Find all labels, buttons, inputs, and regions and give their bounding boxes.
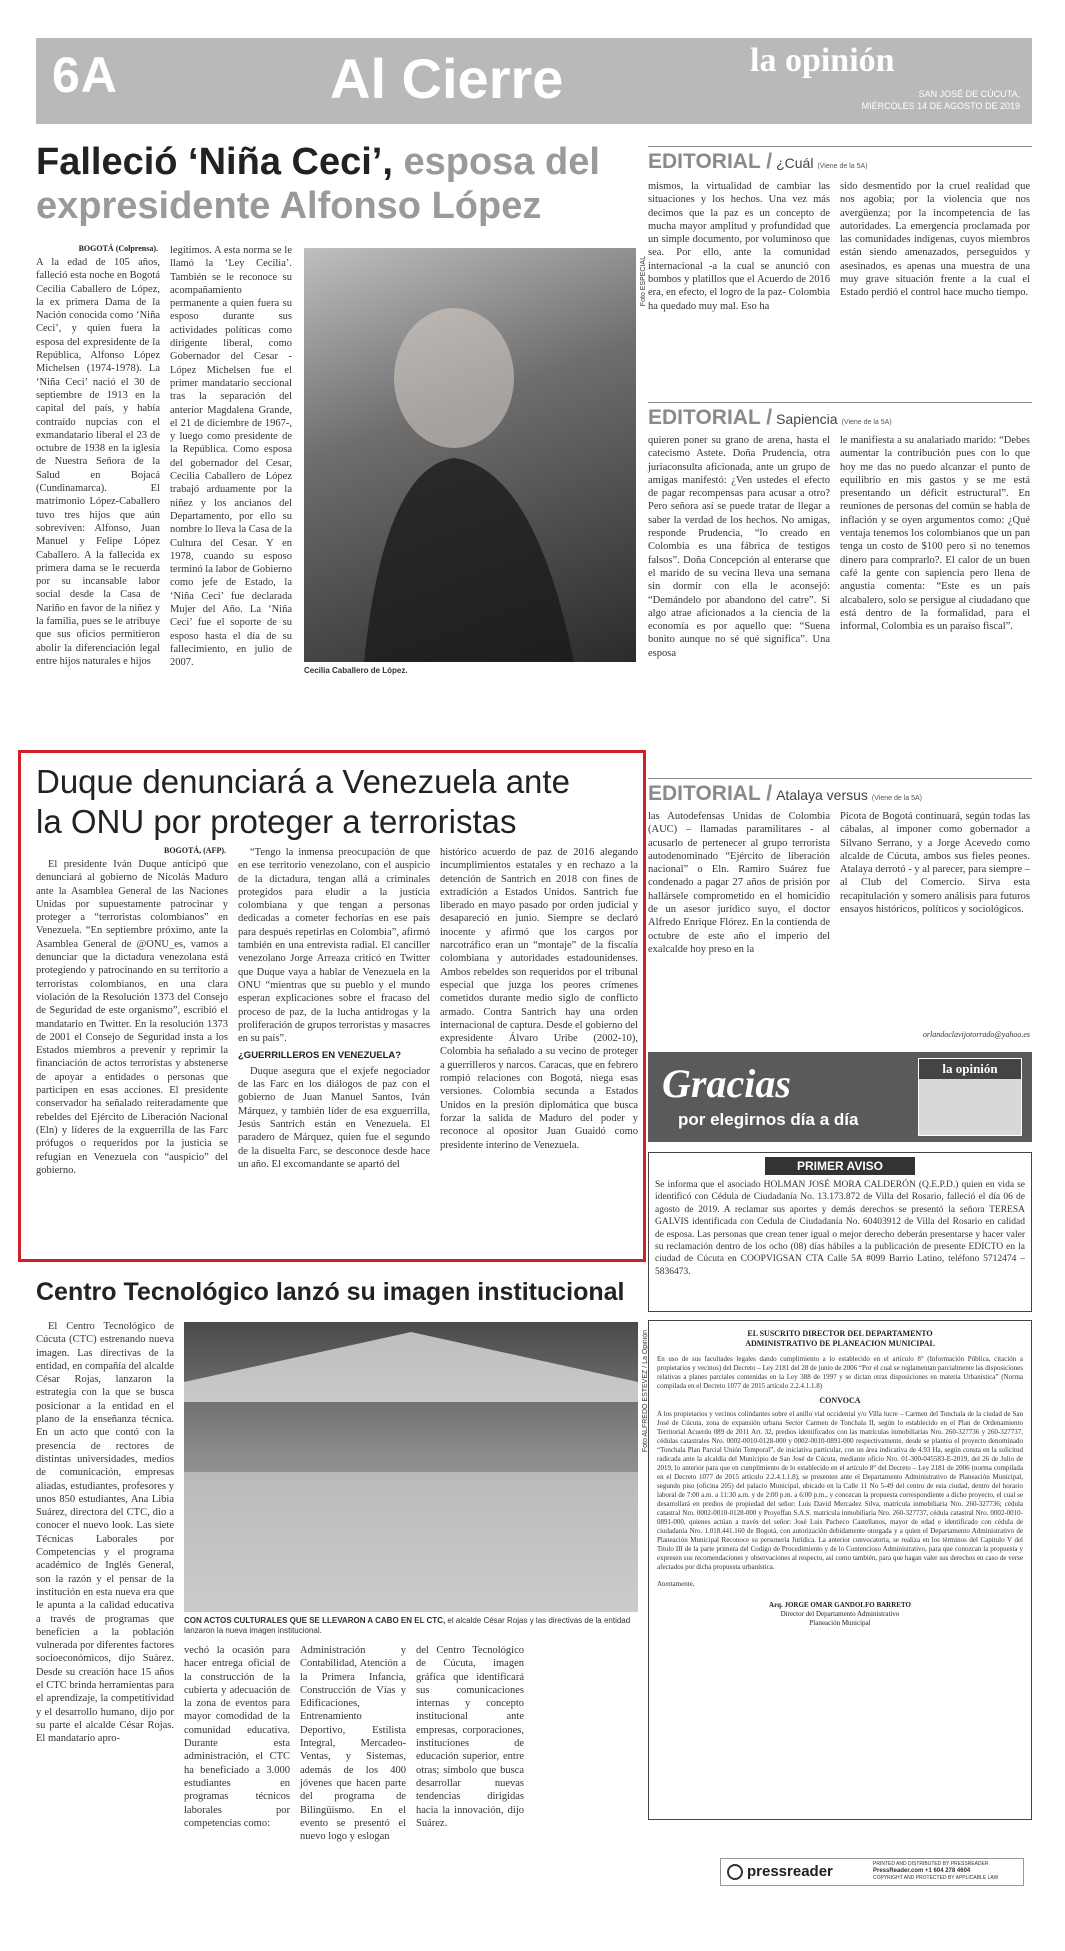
editorial3-ref: (Viene de la 5A) xyxy=(871,795,922,802)
editorial2-ref: (Viene de la 5A) xyxy=(841,419,892,426)
planeacion-notice-signature xyxy=(657,1601,1023,1628)
primer-aviso-box xyxy=(648,1152,1032,1312)
article3-caption-rest: el alcalde César Rojas y las directivas de la entidad lanzaron la nueva imagen institucional. xyxy=(184,1616,631,1635)
editorial3-col2 xyxy=(840,810,1030,1028)
article3-col3-text: Administración y Contabilidad, Atención a la Primera Infancia, Construcción de Vías y Edificaciones, Entrenamiento Deportivo, Estilista Integral, Mercadeo-Ventas, y Sistemas, además de los 400 jóvenes que hacen parte del programa de Bilingüismo. En el evento se presentó el nuevo logo y eslogan xyxy=(300,1645,406,1843)
article1-caption: Cecilia Caballero de López. xyxy=(304,666,408,675)
article3-col3 xyxy=(300,1644,406,1843)
article1-photo-credit: Foto ESPECIAL xyxy=(640,256,647,307)
editorial1-rule xyxy=(648,146,1032,147)
article2-byline: BOGOTÁ, (AFP). xyxy=(164,846,226,855)
article1-headline xyxy=(36,140,636,228)
gracias-ad-line2: por elegirnos día a día xyxy=(678,1110,859,1129)
article3-col1 xyxy=(36,1320,174,1808)
article2-col1 xyxy=(36,858,228,1254)
article2-subhead: ¿GUERRILLEROS EN VENEZUELA? xyxy=(238,1050,402,1062)
pressreader-phone: PressReader.com +1 604 278 4604 xyxy=(873,1868,971,1874)
planeacion-notice-signer: Arq. JORGE OMAR GANDOLFO BARRETO xyxy=(769,1601,911,1609)
article2-headline-line1: Duque denunciará a Venezuela ante xyxy=(36,763,570,800)
article1-col1-text: A la edad de 105 años, falleció esta noche en Bogotá Cecilia Caballero de López, la ex primera Dama de la Nación conocida como ‘Niña Ceci’, y quien fuera la esposa del expresidente de la República, Alfonso López Michelsen (1974-1978). La ‘Niña Ceci’ nació el 30 de septiembre de 1913 en la capital del país, y había contraído nupcias con el exmandatario liberal el 23 de octubre de 1938 en la iglesia de Nuestra Señora de la Salud en Bojacá (Cundinamarca). El matrimonio López-Caballero tuvo tres hijos que aún sobreviven: Alfonso, Juan Manuel y Felipe López Caballero. A la fallecida ex primera dama se le recuerda por su incansable labor social desde la Casa de Nariño en favor de la niñez y la familia, pues se le atribuye que sus oficios permitieron abolir la diferenciación legal entre hijos naturales e hijos xyxy=(36,257,160,667)
pressreader-printed: PRINTED AND DISTRIBUTED BY PRESSREADER xyxy=(873,1861,989,1867)
article3-caption-bold: CON ACTOS CULTURALES QUE SE LLEVARON A CABO EN EL CTC, xyxy=(184,1616,446,1625)
event-crowd-icon xyxy=(184,1322,638,1612)
portrait-photo xyxy=(304,248,636,662)
dateline-city: SAN JOSÉ DE CÚCUTA, xyxy=(918,89,1020,99)
article3-col1-text: El Centro Tecnológico de Cúcuta (CTC) estrenando nueva imagen. Las directivas de la entidad, en compañía del alcalde César Rojas, lanzaron la estrategia con la que se busca posicionar a la entidad en el plano de la enseñanza técnica. En un acto que contó con la presencia de rectores de distintas universidades, medios de comunicación, empresas aliadas, estudiantes, profesores y unos 850 estudiantes, Ana Libia Suárez, directora del CTC, dio a conocer el nuevo look. Las siete Técnicas Laborales por Competencias y el programa académico de Inglés General, son la razón y el pensar de la institución en esta nueva era que le apunta a la calidad educativa a través de programas que beneficien a la población vulnerada por diferentes factores socioeconómicos, dijo Suárez. Desde su creación hace 15 años el CTC brinda herramientas para el aprendizaje, la competitividad y el desarrollo humano, dijo por su parte el alcalde César Rojas. El mandatario apro- xyxy=(36,1321,174,1745)
editorial2-col2-text: le manifiesta a su analariado marido: “Debes aumentar la contribución pues con lo que hoy me das no puedo alcanzar el punto de equilibrio en mis gastos y se me está presentando un déficit estructural”. En reuniones de personas del común se habla de inflación y se oyen argumentos como: ¿Qué ventaja tenemos los colombianos que un pan tenga un costo de $100 pero si no tenemos dinero para comprarlo?. El calor de un buen café la gente con sapiencia pero llena de angustia comenta: “Este es un país alcabalero, solo se persigue al ciudadano que está dentro de la formalidad, para el informal, Colombia es un paraíso fiscal”. xyxy=(840,435,1030,633)
article2-col3-text: histórico acuerdo de paz de 2016 alegando incumplimientos estatales y en rechazo a la detención de Santrich en 2018 con fines de extradición a Estados Unidos. Santrich fue liberado en mayo pasado por orden judicial y desapareció en junio. Siempre se declaró inocente y afirmó que los cargos por narcotráfico eran un “montaje” de la fiscalía colombiana y autoridades estadounidenses. Ambos rebeldes son requeridos por el tribunal especial que juzga los peores crímenes cometidos durante medio siglo de conflicto armado. Contra Santrich hay una orden internacional de captura. Desde el gobierno del expresidente Álvaro Uribe (2002-10), Colombia ha señalado a su vecino de proteger a guerrilleros y narcos. Caracas, que en febrero rompió relaciones con Bogotá, niega esas versiones. Colombia secunda a Estados Unidos en la presión diplomática que busca forzar la salida de Maduro del poder y reconoce al opositor Juan Guaidó como presidente interino de Venezuela. xyxy=(440,847,638,1151)
editorial1-label: EDITORIAL / xyxy=(648,150,773,173)
editorial1-col1 xyxy=(648,180,830,398)
article1-byline: BOGOTÁ (Colprensa). xyxy=(78,244,158,253)
page-number: 6A xyxy=(52,47,118,103)
article3-col2 xyxy=(184,1644,290,1829)
editorial1-title: ¿Cuál xyxy=(776,155,814,171)
planeacion-notice-signer-title-1: Director del Departamento Administrativo xyxy=(780,1610,900,1618)
editorial1-col2 xyxy=(840,180,1030,398)
article3-col4-text: del Centro Tecnológico de Cúcuta, imagen gráfica que identificará sus comunicaciones internas y concepto institucional ante empresas, corporaciones, instituciones de educación superior, entre otras; símbolo que busca desarrollar nuevas tendencias dirigidas hacia la innovación, dijo Suárez. xyxy=(416,1645,524,1829)
planeacion-notice-title-1: EL SUSCRITO DIRECTOR DEL DEPARTAMENTO xyxy=(747,1329,933,1338)
dateline-date: MIÉRCOLES 14 DE AGOSTO DE 2019 xyxy=(861,101,1020,111)
editorial3-col1 xyxy=(648,810,830,1042)
pressreader-info xyxy=(873,1861,998,1882)
editorial3-label: EDITORIAL / xyxy=(648,782,773,805)
primer-aviso-text: Se informa que el asociado HOLMAN JOSÉ MORA CALDERÓN (Q.E.P.D.) quien en vida se identificó con Cédula de Ciudadanía No. 13.173.872 de Villa del Rosario, falleció el día 06 de agosto de 2019. A reclamar sus aportes y demás derechos se presentó la señora TERESA GALVIS identificada con Cedula de Ciudadanía No. 60403912 de Villa del Rosario en calidad de esposa. Las personas que crean tener igual o mejor derecho deberán presentarse y hacer valer su reclamación dentro de los ocho (08) días hábiles a la publicación de presente EDICTO en la ciudad de Cúcuta en COOPVIGSAN CTA Calle 5A #099 Barrio Latino, teléfono 5712474 –5836473. xyxy=(655,1180,1025,1277)
editorial2-heading xyxy=(648,406,1032,430)
article2-col2b-text: Duque asegura que el exjefe negociador de las Farc en los diálogos de paz con el gobierno de Juan Manuel Santos, Iván Márquez, y también líder de esa exguerrilla, Jesús Santrich están en Venezuela. El paradero de Márquez, quien fue el segundo de la disuelta Farc, se desconoce desde hace un año. El excomandante se apartó del xyxy=(238,1065,430,1170)
pressreader-wordmark: pressreader xyxy=(747,1863,833,1880)
planeacion-notice xyxy=(648,1320,1032,1820)
pressreader-logo-icon xyxy=(727,1864,743,1880)
editorial3-heading xyxy=(648,782,1032,806)
article2-col3 xyxy=(440,846,638,1254)
article3-col2-text: vechó la ocasión para hacer entrega oficial de la construcción de la cubierta y adecuación de la zona de eventos para mayor comodidad de la comunidad educativa. Durante esta administración, el CTC ha beneficiado a 3.000 estudiantes en programas técnicos laborales por competencias como: xyxy=(184,1645,290,1829)
primer-aviso-title: PRIMER AVISO xyxy=(765,1157,915,1175)
dateline xyxy=(820,88,1020,112)
newspaper-thumbnail xyxy=(918,1058,1022,1136)
editorial2-label: EDITORIAL / xyxy=(648,406,773,429)
planeacion-notice-title xyxy=(657,1329,1023,1349)
planeacion-notice-convoca: CONVOCA xyxy=(819,1396,861,1405)
gracias-ad xyxy=(648,1052,1032,1142)
pressreader-footer xyxy=(720,1858,1024,1886)
article2-col2a-text: “Tengo la inmensa preocupación de que en ese territorio venezolano, con el auspicio de la dictadura, tengan allá a criminales protegidos para eludir a la justicia colombiana y que tengan a personas dedicadas a cometer fechorías en ese país para después repetirlas en Colombia”, afirmó también en una entrevista radial. El canciller venezolano Jorge Arreaza criticó en Twitter que Duque vaya a hablar de Venezuela en la ONU “mientras que su pueblo y el mundo esperan explicaciones sobre el fracaso del proceso de paz, de la lucha antidrogas y la proliferación de grupos terroristas y masacres en su país”. xyxy=(238,847,430,1045)
article1-col2-text: legítimos. A esta norma se le llamó la ‘Ley Cecilia’. También se le reconoce su acompañamiento permanente a quien fuera su esposo durante sus actividades políticas como dirigente liberal, como Gobernador del Cesar -López Michelsen fue el primer mandatario seccional tras la separación del anterior Magdalena Grande, el 21 de diciembre de 1967-, y luego como presidente de la República. Como esposa del gobernador del Cesar, Cecilia Caballero de López trabajó arduamente por la niñez y los ancianos del Departamento, por ello su nombre lo lleva la Casa de la Cultura del Cesar. Y en 1978, cuando su esposo terminó la labor de Gobierno como jefe de Estado, la ‘Niña Ceci’ fue declarada Mujer del Año. La ‘Niña Ceci’ fue el soporte de su esposo hasta el día de su fallecimiento, en julio de 2007. xyxy=(170,245,292,669)
editorial3-email: orlandoclavijotorrado@yahoo.es xyxy=(922,1030,1030,1039)
planeacion-notice-title-2: ADMINISTRATIVO DE PLANEACION MUNICIPAL xyxy=(745,1339,935,1348)
article3-caption xyxy=(184,1616,638,1636)
article2-col1-text: El presidente Iván Duque anticipó que denunciará al gobierno de Nicolás Maduro ante la Asamblea General de las Naciones Unidas por supuestamente patrocinar y proteger a “terroristas colombianos” en Venezuela. “En septiembre próximo, ante la Asamblea General de @ONU_es, vamos a denunciar que la dictadura venezolana está protegiendo y patrocinando en su territorio a terroristas colombianos, en una clara violación de la Resolución 1373 del Consejo de Seguridad de este organismo”, escribió el mandatario en Twitter. En la resolución 1373 de 2001 el Consejo de Seguridad insta a los Estados miembros a prevenir y reprimir la financiación de actos terroristas y abstenerse de apoyar a entidades o personas que participen en esas acciones. El presidente conservador ha señalado reiteradamente que rebeldes del Ejército de Liberación Nacional (Eln) y líderes de la exguerrilla de las Farc prófugos o requeridos por la justicia se refugian en Venezuela con “auspicio” del gobierno. xyxy=(36,859,228,1176)
editorial2-rule xyxy=(648,402,1032,403)
portrait-silhouette-icon xyxy=(304,248,636,662)
editorial1-ref: (Viene de la 5A) xyxy=(817,163,868,170)
editorial3-rule xyxy=(648,778,1032,779)
section-title: Al Cierre xyxy=(330,47,564,110)
editorial1-heading xyxy=(648,150,1032,174)
planeacion-notice-signer-title-2: Planeación Municipal xyxy=(809,1619,871,1627)
article3-headline: Centro Tecnológico lanzó su imagen institucional xyxy=(36,1278,625,1306)
event-photo xyxy=(184,1322,638,1612)
editorial3-title: Atalaya versus xyxy=(776,787,868,803)
pressreader-copyright: COPYRIGHT AND PROTECTED BY APPLICABLE LAW xyxy=(873,1875,999,1881)
editorial2-title: Sapiencia xyxy=(776,411,838,427)
planeacion-notice-intro: En uso de sus facultades legales dando cumplimiento a lo establecido en el artículo 8° (Información Pública, citación a propietarios y vecinos) del Decreto – Ley 2181 del 28 de junio de 2006 “Por el cual se reglamentan parcialmente las disposiciones relativas a planes parciales contenidas en la Ley 388 de 1997 y se dictan otras disposiciones en materia Urbanística” (Norma compilada en el Decreto 1077 de 2015 artículo 2.2.4.1.1.8) xyxy=(657,1355,1023,1390)
editorial2-col1-text: quieren poner su grano de arena, hasta el catecismo Astete. Doña Prudencia, otra juriaconsulta aficionada, ante un grupo de amigas manifestó: ¿Ven ustedes el efecto de pagar recompensas para acusar a otro? Pero señora así se puede tratar de llegar a saber la verdad de los hechos. No amigas, responde Prudencia, “lo creado en Colombia es una fábrica de testigos falsos”. Doña Concepción al enterarse que el marido de su vecina lleva una semana sin dormir con ella le aconsejó: “Demándelo por abandono del catre”. Si algo atrae aficionados a la ciencia de la economía es por aquello que: “Suena bonito aunque no sé qué significa”. Una esposa xyxy=(648,435,830,659)
editorial3-col1-text: las Autodefensas Unidas de Colombia (AUC) – llamadas paramilitares - al acusarlo de pertenecer al grupo terrorista autodenominado “Ejército de liberación nacional” o Eln. Ramiro Suárez fue condenado a pagar 27 años de prisión por hallársele comprometido en el homicidio de un asesor jurídico suyo, el doctor Alfredo Enrique Flórez. En la contienda de octubre de este año el imperio del exalcalde hoy preso en la xyxy=(648,811,830,955)
article1-col2 xyxy=(170,244,292,674)
article1-col1 xyxy=(36,256,160,674)
newspaper-logo: la opinión xyxy=(750,42,895,79)
gracias-ad-line1: Gracias xyxy=(662,1061,791,1106)
article1-headline-gray-1: esposa del xyxy=(392,141,600,183)
editorial2-col1 xyxy=(648,434,830,774)
article3-photo-credit: Foto ALFREDO ESTEVEZ / La Opinión xyxy=(642,1330,649,1453)
editorial1-col2-text: sido desmentido por la cruel realidad que nos agobia; por la violencia que nos avergüenza; por la incompetencia de las autoridades. La emergencia proclamada por las comunidades indígenas, cuyos miembros están siendo amenazados, perseguidos y asesinados, es apenas una muestra de una muy grave situación frente a la cual el Estado perdió el control hace mucho tiempo. xyxy=(840,181,1030,299)
newspaper-thumbnail-logo: la opinión xyxy=(919,1059,1021,1079)
article1-headline-dark: Falleció ‘Niña Ceci’, xyxy=(36,141,393,183)
article3-col4 xyxy=(416,1644,524,1829)
article1-headline-gray-2: expresidente Alfonso López xyxy=(36,185,542,227)
article2-col2 xyxy=(238,846,430,1254)
article2-headline xyxy=(36,762,636,842)
editorial2-col2 xyxy=(840,434,1030,774)
article2-headline-line2: la ONU por proteger a terroristas xyxy=(36,803,517,840)
editorial1-col1-text: mismos, la virtualidad de cambiar las situaciones y los hechos. Una vez más decimos que la paz es un concepto de mucha mayor amplitud y profundidad que un simple documento, por voluminoso que sea. Por ello, ante la comunidad internacional -a la cual se anunció con bombos y platillos que el Acuerdo de 2016 era, en efecto, el logro de la paz- Colombia ha quedado muy mal. Eso ha xyxy=(648,181,830,312)
planeacion-notice-closing: Atentamente, xyxy=(657,1580,695,1588)
planeacion-notice-body: A los propietarios y vecinos colindantes sobre el anillo vial occidental y/o Villa lucre – Carmen del Tonchala de la ciudad de San José de Cúcuta, zona de expansión urbana Sector Carmen de Tonchala II, según lo establecido en el Plan de Ordenamiento Territorial Acuerdo 089 de 2011 Art. 32, predios identificados con las matrículas inmobiliarias Nro. 260-327736 y 260-327737, cédulas catastrales Nro. 0002-0010-0128-000 y 0002-0010-0891-000 respectivamente, desde se plantea el proyecto denominado “Tonchala Plan Parcial Unión Temporal”, de iniciativa particular, con un área indicativa de 4.93 Ha, según consta en la solicitud radicada ante la alcaldía del Municipio de San José de Cúcuta, mediante oficio Nro. 01-300-045583-E-2019, del 26 de Julio de 2019, lo anterior para que en cumplimiento de lo establecido en el artículo 8° del Decreto – Ley 2181 de 2006 (norma compilada en el Decreto 1077 de 2015 artículo 2.2.4.1.1.8), se presenten ante el Departamento Administrativo de Planeación Municipal, segundo piso (oficina 205) del palacio Municipal, ubicado en la Calle 11 No 5-49 del centro de esta ciudad, dentro del horario laboral de 7:00 a.m. a 11:30 a.m. y de 2:00 p.m. a 6:00 p.m., y conozcan la propuesta correspondiente a dicho proyecto, el cual se desarrollará en predios de propiedad del señor: Luis David Mercadez Silva, matrícula inmobiliaria Nro. 260-327736; cédula catastral Nro. 0002-0010-0128-000 y Proyeffan S.A.S. matrícula inmobiliaria Nro. 260-327737, cédula catastral Nro. 0002-0010-0891-000, quienes actúan a través del señor: José Luis Pacheco Castellanos, mayor de edad e identificado con cédula de ciudadanía Nro. 1.018.441.160 de Bogotá, con autorización debidamente otorgada y a quien el Departamento Administrativo de Planeación Municipal Reconoce su personería Jurídica. La anterior convocatoria, se realiza en los términos del Capitulo V del Titulo III de la parte primera del Codigo de Procedimiento y de lo Contencioso Administrativo, para que conozcan la propuesta y expresen sus recomendaciones y observaciones al respecto, así como también, para que hagan valer sus derechos en caso de verse afectados por dicha propuesta urbanística. xyxy=(657,1410,1023,1571)
editorial3-col2-text: Picota de Bogotá continuará, según todas las cábalas, al imponer como gobernador a Silvano Serrano, y a Jorge Acevedo como alcalde de Cúcuta, ambos sus fieles peones. Atalaya derrotó - y al parecer, para siempre – al Club del Comercio. Sirva esta recapitulación y somero análisis para futuros ensayos históricos, políticos y sociológicos. xyxy=(840,811,1030,916)
